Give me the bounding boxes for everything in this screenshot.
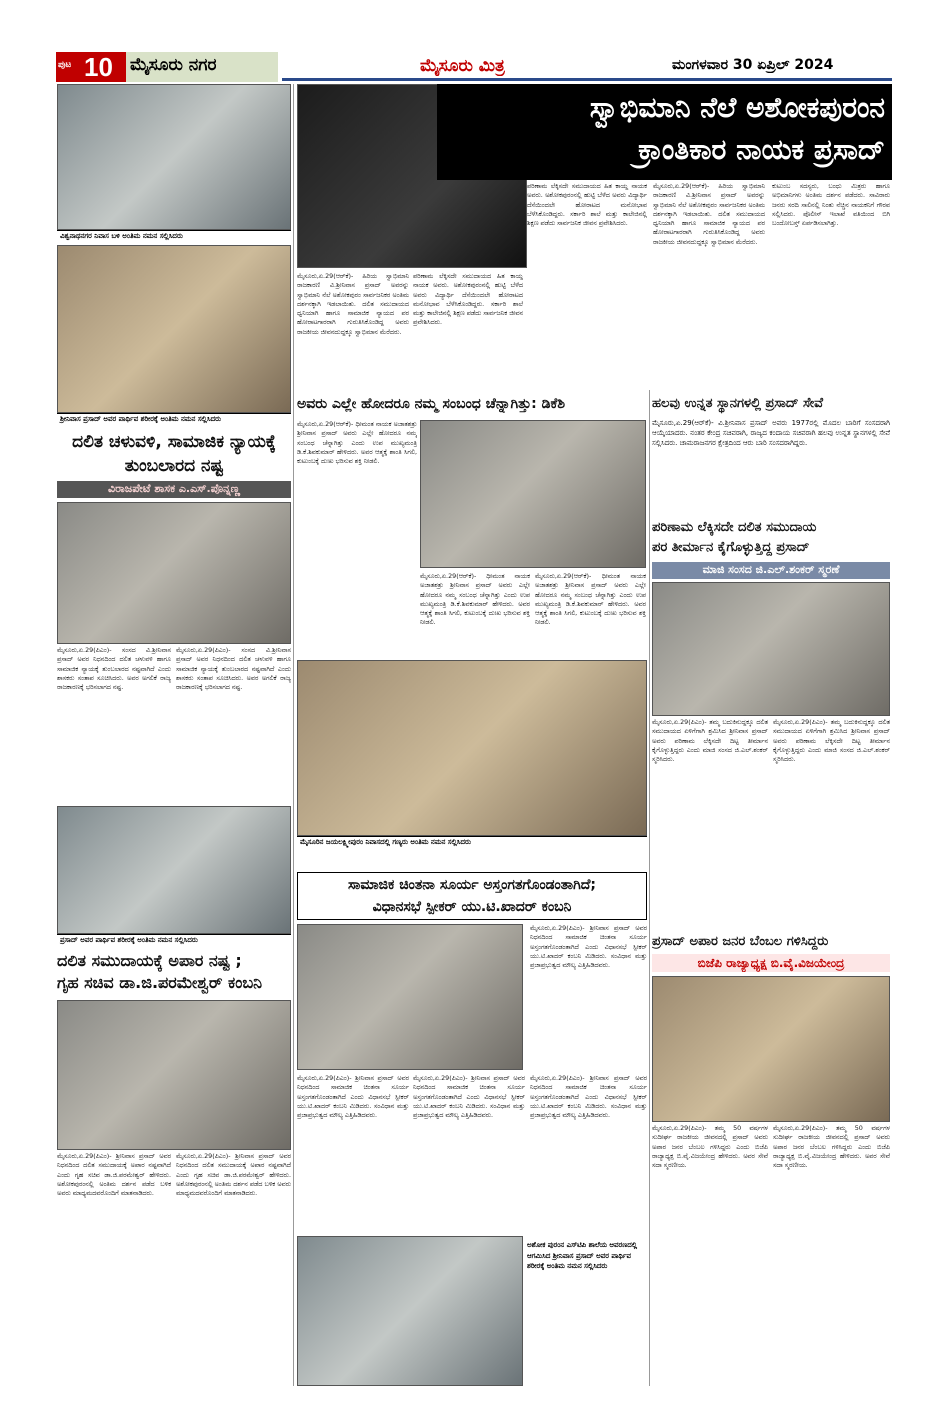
section-title: ಮೈಸೂರು ನಗರ — [130, 55, 217, 75]
main-text-col-2: ಮೈಸೂರು,ಏ.29(ಆರ್‌ಕೆ)- ಹಿರಿಯ ಸ್ವಾಭಿಮಾನಿ ರಾಜಕಾರಣಿ ವಿ.ಶ್ರೀನಿವಾಸ ಪ್ರಸಾದ್ ಅವರನ್ನು ಸ್ವಾಭಿಮಾನಿ ನೆಲೆ ಅಶೋಕಪುರಂ ಸಾರ್ವಜನಿಕರ ಅಂತಿಮ ದರ್ಶನಕ್ಕಾಗಿ ಇಡಲಾಯಿತು. ದಲಿತ ಸಮುದಾಯದ ಧ್ವನಿಯಾಗಿ ಹಾಗೂ ಸಾಮಾಜಿಕ ನ್ಯಾಯದ ಪರ ಹೋರಾಟಗಾರರಾಗಿ ಗುರುತಿಸಿಕೊಂಡಿದ್ದ ಅವರು ರಾಜಕೀಯ ಜೀವನದುದ್ದಕ್ಕೂ ಸ್ವಾಭಿಮಾನ ಮೆರೆದರು. — [653, 182, 765, 246]
main-headline-1: ಸ್ವಾಭಿಮಾನಿ ನೆಲೆ ಅಶೋಕಪುರಂನ — [589, 91, 885, 124]
story-left-2-text-1: ಮೈಸೂರು,ಏ.29(ಪಿಎಂ)- ಶ್ರೀನಿವಾಸ ಪ್ರಸಾದ್ ಅವರ ನಿಧನದಿಂದ ದಲಿತ ಸಮುದಾಯಕ್ಕೆ ಅಪಾರ ನಷ್ಟವಾಗಿದೆ ಎಂದು ಗೃಹ ಸಚಿವ ಡಾ.ಜಿ.ಪರಮೇಶ್ವರ್ ಹೇಳಿದರು. ಅಶೋಕಪುರಂನಲ್ಲಿ ಅಂತಿಮ ದರ್ಶನ ಪಡೆದ ಬಳಿಕ ಅವರು ಮಾಧ್ಯಮದವರೊಂದಿಗೆ ಮಾತನಾಡಿದರು. — [57, 1152, 171, 1198]
story-left-byline: ವಿರಾಜಪೇಟೆ ಶಾಸಕ ಎ.ಎಸ್.ಪೊನ್ನಣ್ಣ — [57, 481, 291, 498]
left-photo-2-caption: ಶ್ರೀನಿವಾಸ ಪ್ರಸಾದ್ ಅವರ ಪಾರ್ಥಿವ ಶರೀರಕ್ಕೆ ಅಂತಿಮ ನಮನ ಸಲ್ಲಿಸಿದರು — [57, 413, 291, 425]
page-number: 10 — [84, 52, 113, 82]
bottom-center-note: ಅಶೋಕ ಪುರಂನ ಎಸ್‌ಟಿಪಿ ಶಾಲೆಯ ಆವರಣದಲ್ಲಿ ಆಗಮಿಸಿದ ಶ್ರೀನಿವಾಸ ಪ್ರಸಾದ್ ಅವರ ಪಾರ್ಥಿವ ಶರೀರಕ್ಕೆ ಅಂತಿಮ ನಮನ ಸಲ್ಲಿಸಿದರು — [527, 1241, 638, 1270]
story-dks-photo — [420, 420, 646, 568]
story-speaker-headline-1: ಸಾಮಾಜಿಕ ಚಿಂತನಾ ಸೂರ್ಯ ಅಸ್ತಂಗತಗೊಂಡಂತಾಗಿದೆ; — [348, 877, 596, 893]
story-left-2-headline-2: ಗೃಹ ಸಚಿವ ಡಾ.ಜಿ.ಪರಮೇಶ್ವರ್ ಕಂಬನಿ — [57, 973, 263, 992]
center-crowd-photo — [297, 660, 647, 836]
story-dks-text-1: ಮೈಸೂರು,ಏ.29(ಆರ್‌ಕೆ)- ಧೀಮಂತ ನಾಯಕ ಅಜಾತಶತ್ರು ಶ್ರೀನಿವಾಸ ಪ್ರಸಾದ್ ಅವರು ಎಲ್ಲೇ ಹೋದರೂ ನಮ್ಮ ಸಂಬಂಧ ಚೆನ್ನಾಗಿತ್ತು ಎಂದು ಉಪ ಮುಖ್ಯಮಂತ್ರಿ ಡಿ.ಕೆ.ಶಿವಕುಮಾರ್ ಹೇಳಿದರು. ಅವರ ಆತ್ಮಕ್ಕೆ ಶಾಂತಿ ಸಿಗಲಿ, ಕುಟುಂಬಕ್ಕೆ ದುಃಖ ಭರಿಸುವ ಶಕ್ತಿ ನೀಡಲಿ. — [297, 420, 417, 466]
col-divider-2 — [649, 390, 650, 1386]
story-speaker-headline-2: ವಿಧಾನಸಭೆ ಸ್ಪೀಕರ್ ಯು.ಟಿ.ಖಾದರ್ ಕಂಬನಿ — [372, 899, 572, 915]
story-right-2-byline: ಮಾಜಿ ಸಂಸದ ಜಿ.ಎಲ್.ಶಂಕರ್ ಸ್ಮರಣೆ — [652, 562, 890, 579]
main-text-col-1: ಪರಿಣಾಮ ಲೆಕ್ಕಿಸದೇ ಸಮುದಾಯದ ಹಿತ ಕಾಯ್ದ ನಾಯಕ ಅವರು. ಅಶೋಕಪುರಂನಲ್ಲಿ ಹುಟ್ಟಿ ಬೆಳೆದ ಅವರು ವಿದ್ಯಾರ್ಥಿ ದೆಸೆಯಿಂದಲೇ ಹೋರಾಟದ ಮನೋಭಾವ ಬೆಳೆಸಿಕೊಂಡಿದ್ದರು. ಸರ್ಕಾರಿ ಶಾಲೆ ಮತ್ತು ಕಾಲೇಜಿನಲ್ಲಿ ಶಿಕ್ಷಣ ಪಡೆದು ಸಾರ್ವಜನಿಕ ಜೀವನ ಪ್ರವೇಶಿಸಿದರು. — [527, 182, 647, 228]
story-right-3-text-2: ಮೈಸೂರು,ಏ.29(ಪಿಎಂ)- ತಮ್ಮ 50 ವರ್ಷಗಳ ಸುದೀರ್ಘ ರಾಜಕೀಯ ಜೀವನದಲ್ಲಿ ಪ್ರಸಾದ್ ಅವರು ಅಪಾರ ಜನರ ಬೆಂಬಲ ಗಳಿಸಿದ್ದರು ಎಂದು ಬಿಜೆಪಿ ರಾಜ್ಯಾಧ್ಯಕ್ಷ ಬಿ.ವೈ.ವಿಜಯೇಂದ್ರ ಹೇಳಿದರು. ಅವರ ಸೇವೆ ಸದಾ ಸ್ಮರಣೀಯ. — [773, 1124, 890, 1170]
paper-name: ಮೈಸೂರು ಮಿತ್ರ — [420, 56, 505, 76]
story-left-text-2: ಮೈಸೂರು,ಏ.29(ಪಿಎಂ)- ಸಂಸದ ವಿ.ಶ್ರೀನಿವಾಸ ಪ್ರಸಾದ್ ಅವರ ನಿಧನದಿಂದ ದಲಿತ ಚಳುವಳಿ ಹಾಗೂ ಸಾಮಾಜಿಕ ನ್ಯಾಯಕ್ಕೆ ತುಂಬಲಾರದ ನಷ್ಟವಾಗಿದೆ ಎಂದು ಶಾಸಕರು ಸಂತಾಪ ಸೂಚಿಸಿದರು. ಅವರ ಅಗಲಿಕೆ ರಾಜ್ಯ ರಾಜಕಾರಣಕ್ಕೆ ಭರಿಸಲಾಗದ ನಷ್ಟ. — [176, 646, 291, 692]
left-photo-3-caption: ಪ್ರಸಾದ್ ಅವರ ಪಾರ್ಥಿವ ಶರೀರಕ್ಕೆ ಅಂತಿಮ ನಮನ ಸಲ್ಲಿಸಿದರು — [57, 934, 291, 946]
story-speaker-photo — [297, 924, 523, 1070]
story-left-text-1: ಮೈಸೂರು,ಏ.29(ಪಿಎಂ)- ಸಂಸದ ವಿ.ಶ್ರೀನಿವಾಸ ಪ್ರಸಾದ್ ಅವರ ನಿಧನದಿಂದ ದಲಿತ ಚಳುವಳಿ ಹಾಗೂ ಸಾಮಾಜಿಕ ನ್ಯಾಯಕ್ಕೆ ತುಂಬಲಾರದ ನಷ್ಟವಾಗಿದೆ ಎಂದು ಶಾಸಕರು ಸಂತಾಪ ಸೂಚಿಸಿದರು. ಅವರ ಅಗಲಿಕೆ ರಾಜ್ಯ ರಾಜಕಾರಣಕ್ಕೆ ಭರಿಸಲಾಗದ ನಷ್ಟ. — [57, 646, 171, 692]
story-right-2-headline-1: ಪರಿಣಾಮ ಲೆಕ್ಕಿಸದೇ ದಲಿತ ಸಮುದಾಯ — [652, 520, 817, 535]
story-right-3-headline: ಪ್ರಸಾದ್ ಅಪಾರ ಜನರ ಬೆಂಬಲ ಗಳಿಸಿದ್ದರು — [652, 934, 829, 949]
story-right-2-headline-2: ಪರ ತೀರ್ಮಾನ ಕೈಗೊಳ್ಳುತ್ತಿದ್ದ ಪ್ರಸಾದ್ — [652, 540, 810, 555]
story-dks-text-2: ಮೈಸೂರು,ಏ.29(ಆರ್‌ಕೆ)- ಧೀಮಂತ ನಾಯಕ ಅಜಾತಶತ್ರು ಶ್ರೀನಿವಾಸ ಪ್ರಸಾದ್ ಅವರು ಎಲ್ಲೇ ಹೋದರೂ ನಮ್ಮ ಸಂಬಂಧ ಚೆನ್ನಾಗಿತ್ತು ಎಂದು ಉಪ ಮುಖ್ಯಮಂತ್ರಿ ಡಿ.ಕೆ.ಶಿವಕುಮಾರ್ ಹೇಳಿದರು. ಅವರ ಆತ್ಮಕ್ಕೆ ಶಾಂತಿ ಸಿಗಲಿ, ಕುಟುಂಬಕ್ಕೆ ದುಃಖ ಭರಿಸುವ ಶಕ್ತಿ ನೀಡಲಿ. — [420, 572, 530, 627]
left-photo-3 — [57, 806, 291, 934]
story-right-3-text-1: ಮೈಸೂರು,ಏ.29(ಪಿಎಂ)- ತಮ್ಮ 50 ವರ್ಷಗಳ ಸುದೀರ್ಘ ರಾಜಕೀಯ ಜೀವನದಲ್ಲಿ ಪ್ರಸಾದ್ ಅವರು ಅಪಾರ ಜನರ ಬೆಂಬಲ ಗಳಿಸಿದ್ದರು ಎಂದು ಬಿಜೆಪಿ ರಾಜ್ಯಾಧ್ಯಕ್ಷ ಬಿ.ವೈ.ವಿಜಯೇಂದ್ರ ಹೇಳಿದರು. ಅವರ ಸೇವೆ ಸದಾ ಸ್ಮರಣೀಯ. — [652, 1124, 768, 1170]
story-dks-text-3: ಮೈಸೂರು,ಏ.29(ಆರ್‌ಕೆ)- ಧೀಮಂತ ನಾಯಕ ಅಜಾತಶತ್ರು ಶ್ರೀನಿವಾಸ ಪ್ರಸಾದ್ ಅವರು ಎಲ್ಲೇ ಹೋದರೂ ನಮ್ಮ ಸಂಬಂಧ ಚೆನ್ನಾಗಿತ್ತು ಎಂದು ಉಪ ಮುಖ್ಯಮಂತ್ರಿ ಡಿ.ಕೆ.ಶಿವಕುಮಾರ್ ಹೇಳಿದರು. ಅವರ ಆತ್ಮಕ್ಕೆ ಶಾಂತಿ ಸಿಗಲಿ, ಕುಟುಂಬಕ್ಕೆ ದುಃಖ ಭರಿಸುವ ಶಕ್ತಿ ನೀಡಲಿ. — [535, 572, 646, 627]
story-speaker-text-2: ಮೈಸೂರು,ಏ.29(ಪಿಎಂ)- ಶ್ರೀನಿವಾಸ ಪ್ರಸಾದ್ ಅವರ ನಿಧನದಿಂದ ಸಾಮಾಜಿಕ ಚಿಂತನಾ ಸೂರ್ಯ ಅಸ್ತಂಗತಗೊಂಡಂತಾಗಿದೆ ಎಂದು ವಿಧಾನಸಭೆ ಸ್ಪೀಕರ್ ಯು.ಟಿ.ಖಾದರ್ ಕಂಬನಿ ಮಿಡಿದರು. ಸಂವಿಧಾನ ಮತ್ತು ಪ್ರಜಾಪ್ರಭುತ್ವದ ಮೌಲ್ಯ ಎತ್ತಿಹಿಡಿದವರು. — [413, 1074, 525, 1120]
story-right-3-byline: ಬಿಜೆಪಿ ರಾಜ್ಯಾಧ್ಯಕ್ಷ ಬಿ.ವೈ.ವಿಜಯೇಂದ್ರ — [652, 954, 890, 972]
story-speaker-text-1: ಮೈಸೂರು,ಏ.29(ಪಿಎಂ)- ಶ್ರೀನಿವಾಸ ಪ್ರಸಾದ್ ಅವರ ನಿಧನದಿಂದ ಸಾಮಾಜಿಕ ಚಿಂತನಾ ಸೂರ್ಯ ಅಸ್ತಂಗತಗೊಂಡಂತಾಗಿದೆ ಎಂದು ವಿಧಾನಸಭೆ ಸ್ಪೀಕರ್ ಯು.ಟಿ.ಖಾದರ್ ಕಂಬನಿ ಮಿಡಿದರು. ಸಂವಿಧಾನ ಮತ್ತು ಪ್ರಜಾಪ್ರಭುತ್ವದ ಮೌಲ್ಯ ಎತ್ತಿಹಿಡಿದವರು. — [297, 1074, 409, 1120]
story-right-3-photo — [652, 976, 890, 1122]
story-left-2-text-2: ಮೈಸೂರು,ಏ.29(ಪಿಎಂ)- ಶ್ರೀನಿವಾಸ ಪ್ರಸಾದ್ ಅವರ ನಿಧನದಿಂದ ದಲಿತ ಸಮುದಾಯಕ್ಕೆ ಅಪಾರ ನಷ್ಟವಾಗಿದೆ ಎಂದು ಗೃಹ ಸಚಿವ ಡಾ.ಜಿ.ಪರಮೇಶ್ವರ್ ಹೇಳಿದರು. ಅಶೋಕಪುರಂನಲ್ಲಿ ಅಂತಿಮ ದರ್ಶನ ಪಡೆದ ಬಳಿಕ ಅವರು ಮಾಧ್ಯಮದವರೊಂದಿಗೆ ಮಾತನಾಡಿದರು. — [176, 1152, 291, 1198]
left-photo-2 — [57, 245, 291, 413]
story-dks-headline: ಅವರು ಎಲ್ಲೇ ಹೋದರೂ ನಮ್ಮ ಸಂಬಂಧ ಚೆನ್ನಾಗಿತ್ತು: ಡಿಕೆಶಿ — [297, 396, 566, 412]
col-divider-1 — [293, 84, 294, 1386]
story-left-headline: ದಲಿತ ಚಳುವಳಿ, ಸಾಮಾಜಿಕ ನ್ಯಾಯಕ್ಕೆ ತುಂಬಲಾರದ ನಷ್ಟ — [72, 432, 276, 476]
story-right-2-text-2: ಮೈಸೂರು,ಏ.29(ಪಿಎಂ)- ತಮ್ಮ ಬದುಕಿನುದ್ದಕ್ಕೂ ದಲಿತ ಸಮುದಾಯದ ಏಳಿಗೆಗಾಗಿ ಶ್ರಮಿಸಿದ ಶ್ರೀನಿವಾಸ ಪ್ರಸಾದ್ ಅವರು ಪರಿಣಾಮ ಲೆಕ್ಕಿಸದೇ ದಿಟ್ಟ ತೀರ್ಮಾನ ಕೈಗೊಳ್ಳುತ್ತಿದ್ದರು ಎಂದು ಮಾಜಿ ಸಂಸದ ಜಿ.ಎಲ್.ಶಂಕರ್ ಸ್ಮರಿಸಿದರು. — [773, 718, 890, 764]
main-headline-2: ಕ್ರಾಂತಿಕಾರ ನಾಯಕ ಪ್ರಸಾದ್ — [638, 133, 885, 166]
story-left-2-headline-1: ದಲಿತ ಸಮುದಾಯಕ್ಕೆ ಅಪಾರ ನಷ್ಟ ; — [57, 951, 242, 970]
main-text-col-3: ಕುಟುಂಬ ಸದಸ್ಯರು, ಬಂಧು ಮಿತ್ರರು ಹಾಗೂ ಅಭಿಮಾನಿಗಳು ಅಂತಿಮ ದರ್ಶನ ಪಡೆದರು. ಸಾವಿರಾರು ಜನರು ಸರದಿ ಸಾಲಿನಲ್ಲಿ ನಿಂತು ನೆಚ್ಚಿನ ನಾಯಕನಿಗೆ ಗೌರವ ಸಲ್ಲಿಸಿದರು. ಪೊಲೀಸ್ ಇಲಾಖೆ ವತಿಯಿಂದ ಬಿಗಿ ಬಂದೋಬಸ್ತ್ ಏರ್ಪಡಿಸಲಾಗಿತ್ತು. — [772, 182, 890, 228]
main-text-col-5: ಪರಿಣಾಮ ಲೆಕ್ಕಿಸದೇ ಸಮುದಾಯದ ಹಿತ ಕಾಯ್ದ ನಾಯಕ ಅವರು. ಅಶೋಕಪುರಂನಲ್ಲಿ ಹುಟ್ಟಿ ಬೆಳೆದ ಅವರು ವಿದ್ಯಾರ್ಥಿ ದೆಸೆಯಿಂದಲೇ ಹೋರಾಟದ ಮನೋಭಾವ ಬೆಳೆಸಿಕೊಂಡಿದ್ದರು. ಸರ್ಕಾರಿ ಶಾಲೆ ಮತ್ತು ಕಾಲೇಜಿನಲ್ಲಿ ಶಿಕ್ಷಣ ಪಡೆದು ಸಾರ್ವಜನಿಕ ಜೀವನ ಪ್ರವೇಶಿಸಿದರು. — [413, 272, 523, 327]
story-right-2-photo — [652, 582, 890, 716]
masthead-rule — [282, 78, 892, 81]
story-speaker-text-top: ಮೈಸೂರು,ಏ.29(ಪಿಎಂ)- ಶ್ರೀನಿವಾಸ ಪ್ರಸಾದ್ ಅವರ ನಿಧನದಿಂದ ಸಾಮಾಜಿಕ ಚಿಂತನಾ ಸೂರ್ಯ ಅಸ್ತಂಗತಗೊಂಡಂತಾಗಿದೆ ಎಂದು ವಿಧಾನಸಭೆ ಸ್ಪೀಕರ್ ಯು.ಟಿ.ಖಾದರ್ ಕಂಬನಿ ಮಿಡಿದರು. ಸಂವಿಧಾನ ಮತ್ತು ಪ್ರಜಾಪ್ರಭುತ್ವದ ಮೌಲ್ಯ ಎತ್ತಿಹಿಡಿದವರು. — [530, 924, 647, 970]
left-photo-1-caption: ವಿಶ್ವನಾಥನಗರ ನಿವಾಸ ಬಳಿ ಅಂತಿಮ ನಮನ ಸಲ್ಲಿಸಿದರು — [57, 230, 291, 242]
story-left-photo — [57, 502, 291, 644]
story-left-2-photo — [57, 1000, 291, 1150]
story-right-1-headline: ಹಲವು ಉನ್ನತ ಸ್ಥಾನಗಳಲ್ಲಿ ಪ್ರಸಾದ್ ಸೇವೆ — [652, 396, 824, 411]
bottom-center-photo — [297, 1236, 523, 1386]
center-crowd-caption: ಮೈಸೂರಿನ ಜಯಲಕ್ಷ್ಮೀಪುರಂ ನಿವಾಸದಲ್ಲಿ ಗಣ್ಯರು ಅಂತಿಮ ನಮನ ಸಲ್ಲಿಸಿದರು — [297, 836, 647, 856]
story-speaker-text-3: ಮೈಸೂರು,ಏ.29(ಪಿಎಂ)- ಶ್ರೀನಿವಾಸ ಪ್ರಸಾದ್ ಅವರ ನಿಧನದಿಂದ ಸಾಮಾಜಿಕ ಚಿಂತನಾ ಸೂರ್ಯ ಅಸ್ತಂಗತಗೊಂಡಂತಾಗಿದೆ ಎಂದು ವಿಧಾನಸಭೆ ಸ್ಪೀಕರ್ ಯು.ಟಿ.ಖಾದರ್ ಕಂಬನಿ ಮಿಡಿದರು. ಸಂವಿಧಾನ ಮತ್ತು ಪ್ರಜಾಪ್ರಭುತ್ವದ ಮೌಲ್ಯ ಎತ್ತಿಹಿಡಿದವರು. — [530, 1074, 647, 1120]
issue-date: ಮಂಗಳವಾರ 30 ಏಪ್ರಿಲ್ 2024 — [672, 57, 834, 73]
main-text-col-4: ಮೈಸೂರು,ಏ.29(ಆರ್‌ಕೆ)- ಹಿರಿಯ ಸ್ವಾಭಿಮಾನಿ ರಾಜಕಾರಣಿ ವಿ.ಶ್ರೀನಿವಾಸ ಪ್ರಸಾದ್ ಅವರನ್ನು ಸ್ವಾಭಿಮಾನಿ ನೆಲೆ ಅಶೋಕಪುರಂ ಸಾರ್ವಜನಿಕರ ಅಂತಿಮ ದರ್ಶನಕ್ಕಾಗಿ ಇಡಲಾಯಿತು. ದಲಿತ ಸಮುದಾಯದ ಧ್ವನಿಯಾಗಿ ಹಾಗೂ ಸಾಮಾಜಿಕ ನ್ಯಾಯದ ಪರ ಹೋರಾಟಗಾರರಾಗಿ ಗುರುತಿಸಿಕೊಂಡಿದ್ದ ಅವರು ರಾಜಕೀಯ ಜೀವನದುದ್ದಕ್ಕೂ ಸ್ವಾಭಿಮಾನ ಮೆರೆದರು. — [297, 272, 409, 336]
story-right-1-text: ಮೈಸೂರು,ಏ.29(ಆರ್‌ಕೆ)- ವಿ.ಶ್ರೀನಿವಾಸ ಪ್ರಸಾದ್ ಅವರು 1977ರಲ್ಲಿ ಮೊದಲ ಬಾರಿಗೆ ಸಂಸದರಾಗಿ ಆಯ್ಕೆಯಾದರು. ನಂತರ ಕೇಂದ್ರ ಸಚಿವರಾಗಿ, ರಾಜ್ಯದ ಕಂದಾಯ ಸಚಿವರಾಗಿ ಹಲವು ಉನ್ನತ ಸ್ಥಾನಗಳಲ್ಲಿ ಸೇವೆ ಸಲ್ಲಿಸಿದರು. ಚಾಮರಾಜನಗರ ಕ್ಷೇತ್ರದಿಂದ ಆರು ಬಾರಿ ಸಂಸದರಾಗಿದ್ದರು. — [652, 419, 890, 447]
page-label: ಪುಟ — [58, 60, 72, 70]
story-right-2-text-1: ಮೈಸೂರು,ಏ.29(ಪಿಎಂ)- ತಮ್ಮ ಬದುಕಿನುದ್ದಕ್ಕೂ ದಲಿತ ಸಮುದಾಯದ ಏಳಿಗೆಗಾಗಿ ಶ್ರಮಿಸಿದ ಶ್ರೀನಿವಾಸ ಪ್ರಸಾದ್ ಅವರು ಪರಿಣಾಮ ಲೆಕ್ಕಿಸದೇ ದಿಟ್ಟ ತೀರ್ಮಾನ ಕೈಗೊಳ್ಳುತ್ತಿದ್ದರು ಎಂದು ಮಾಜಿ ಸಂಸದ ಜಿ.ಎಲ್.ಶಂಕರ್ ಸ್ಮರಿಸಿದರು. — [652, 718, 768, 764]
masthead — [0, 0, 945, 86]
left-photo-1 — [57, 84, 291, 230]
